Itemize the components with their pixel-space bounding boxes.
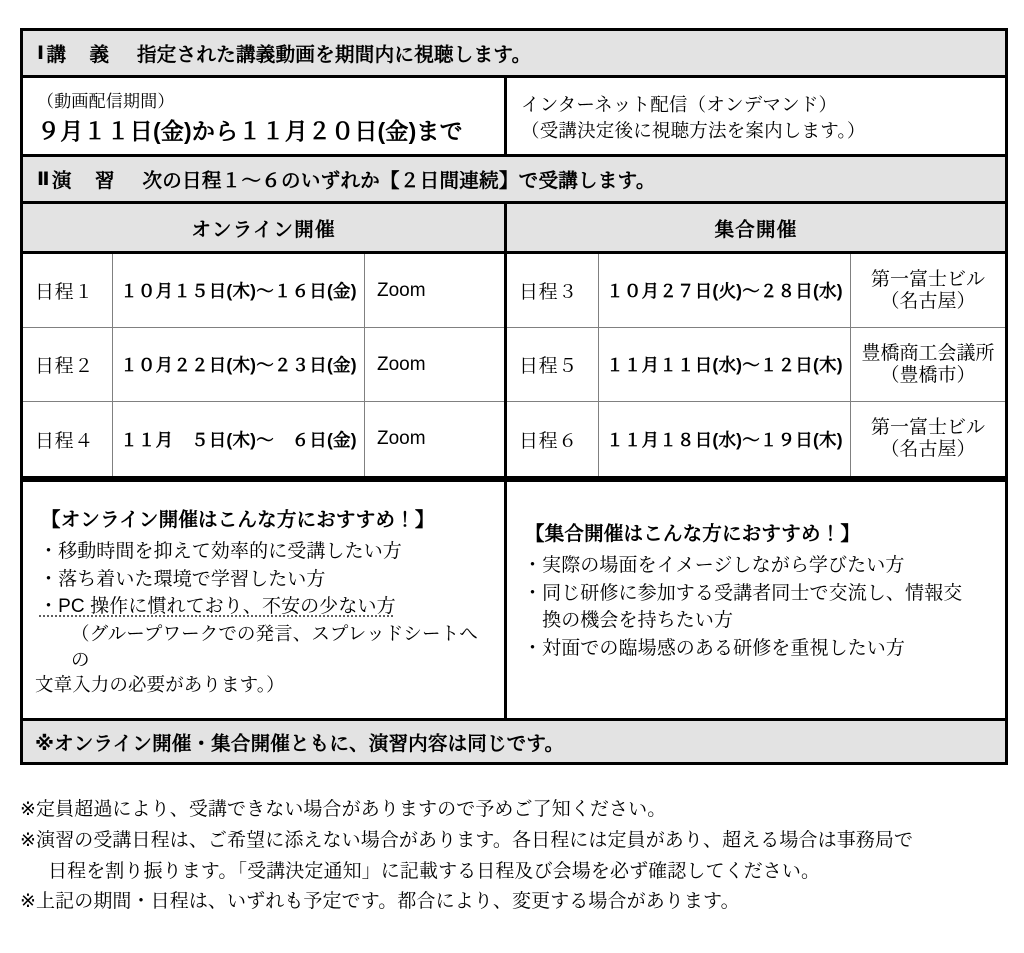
recommendation-online-item: ・移動時間を抑えて効率的に受講したい方 <box>39 541 402 562</box>
same-content-note: ※オンライン開催・集合開催ともに、演習内容は同じです。 <box>23 718 1005 762</box>
footnote-3: ※上記の期間・日程は、いずれも予定です。都合により、変更する場合があります。 <box>20 891 740 913</box>
schedule-venue <box>851 402 1005 476</box>
schedule-grid <box>23 254 1005 476</box>
schedule-venue <box>365 402 504 476</box>
table-row <box>507 402 1005 476</box>
mode-header-band <box>23 204 1005 254</box>
schedule-no: 日程２ <box>23 328 113 401</box>
footnote-2: ※演習の受講日程は、ご希望に添えない場合があります。各日程には定員があり、超える場合は事務局で <box>20 829 914 851</box>
schedule-venue <box>365 254 504 327</box>
schedule-date: １１月 ５日(木)〜 ６日(金) <box>113 402 365 476</box>
section-1-band <box>23 31 1005 78</box>
schedule-no: 日程５ <box>507 328 599 401</box>
schedule-band <box>23 254 1005 479</box>
section-1-title: 講 義 <box>46 44 111 66</box>
course-schedule-table <box>20 28 1008 765</box>
section-1-description: 指定された講義動画を期間内に視聴します。 <box>137 44 532 66</box>
schedule-venue <box>365 328 504 401</box>
section-2-description: 次の日程１〜６のいずれか【２日間連続】で受講します。 <box>142 170 656 192</box>
table-row <box>507 328 1005 402</box>
recommendation-panels <box>23 479 1005 718</box>
section-2-band <box>23 157 1005 204</box>
table-row <box>23 402 504 476</box>
mode-header-row <box>23 204 1005 251</box>
recommendation-onsite-title: 【集合開催はこんな方におすすめ！】 <box>525 523 861 545</box>
schedule-venue-line2: （名古屋） <box>880 290 976 312</box>
schedule-online-column <box>23 254 507 476</box>
recommendation-online-item-underlined <box>35 593 494 621</box>
recommendation-onsite-item: ・対面での臨場感のある研修を重視したい方 <box>523 637 906 659</box>
section-2-numeral: Ⅱ <box>37 168 50 190</box>
recommendation-online-note-line1: （グループワークでの発言、スプレッドシートへの <box>71 622 478 670</box>
schedule-venue-line1: 豊橋商工会議所 <box>861 342 995 364</box>
schedule-venue-line1: Zoom <box>377 428 426 450</box>
recommendation-online <box>23 482 507 718</box>
delivery-period-row <box>23 78 1005 154</box>
delivery-period-label: （動画配信期間） <box>37 91 175 111</box>
delivery-period-band <box>23 78 1005 157</box>
recommendation-online-title: 【オンライン開催はこんな方におすすめ！】 <box>41 509 435 531</box>
table-row <box>23 328 504 402</box>
mode-header-online: オンライン開催 <box>23 204 507 251</box>
table-row <box>507 254 1005 328</box>
section-2-title: 演 習 <box>51 170 117 192</box>
delivery-method-cell <box>507 78 1005 154</box>
schedule-date: １０月２７日(火)〜２８日(水) <box>599 254 851 327</box>
section-1-numeral: Ⅰ <box>37 42 45 64</box>
recommendation-online-item: ・落ち着いた環境で学習したい方 <box>39 568 326 590</box>
schedule-venue-line1: Zoom <box>377 353 426 375</box>
table-row <box>23 254 504 328</box>
delivery-method-line2: （受講決定後に視聴方法を案内します。） <box>521 120 866 141</box>
delivery-method-line1: インターネット配信（オンデマンド） <box>521 94 838 115</box>
schedule-no: 日程３ <box>507 254 599 327</box>
recommendation-onsite-item: ・同じ研修に参加する受講者同士で交流し、情報交 <box>523 582 963 604</box>
schedule-venue-line1: 第一富士ビル <box>870 417 985 439</box>
recommendation-online-note-line2: 文章入力の必要があります。） <box>35 674 285 696</box>
mode-header-onsite: 集合開催 <box>714 218 798 241</box>
footnote-2-continued: 日程を割り振ります。「受講決定通知」に記載する日程及び会場を必ず確認してください。 <box>48 860 821 882</box>
schedule-no: 日程６ <box>507 402 599 476</box>
schedule-venue <box>851 328 1005 401</box>
recommendation-onsite-item: 換の機会を持ちたい方 <box>523 610 734 632</box>
recommendation-onsite <box>507 482 1005 718</box>
schedule-date: １０月２２日(木)〜２３日(金) <box>113 328 365 401</box>
recommendation-onsite-item: ・実際の場面をイメージしながら学びたい方 <box>523 555 905 576</box>
schedule-no: 日程１ <box>23 254 113 327</box>
schedule-onsite-column <box>507 254 1005 476</box>
schedule-date: １１月１１日(水)〜１２日(木) <box>599 328 851 401</box>
schedule-no: 日程４ <box>23 402 113 476</box>
section-1-header <box>23 31 1005 75</box>
schedule-venue-line1: Zoom <box>377 279 426 301</box>
schedule-venue-line1: 第一富士ビル <box>870 268 985 290</box>
schedule-date: １１月１８日(水)〜１９日(木) <box>599 402 851 476</box>
schedule-date: １０月１５日(木)〜１６日(金) <box>113 254 365 327</box>
schedule-venue-line2: （豊橋市） <box>880 364 976 386</box>
delivery-period-value: ９月１１日(金)から１１月２０日(金)まで <box>37 117 463 144</box>
footnote-1: ※定員超過により、受講できない場合がありますので予めご了知ください。 <box>20 799 667 820</box>
schedule-venue <box>851 254 1005 327</box>
schedule-venue-line2: （名古屋） <box>880 439 976 460</box>
recommendation-online-item-underlined-text: ・PC 操作に慣れており、不安の少ない方 <box>39 596 396 618</box>
footnotes <box>20 795 1010 918</box>
section-2-header <box>23 157 1005 201</box>
delivery-period-cell <box>23 78 507 154</box>
